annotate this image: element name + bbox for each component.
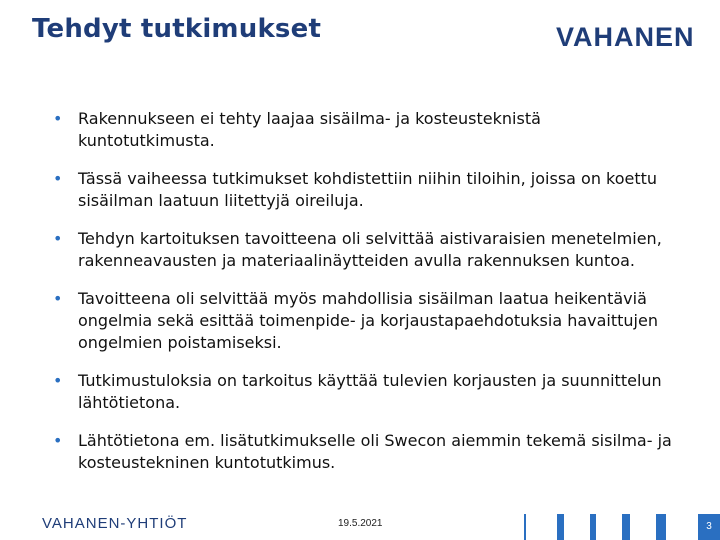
- list-item: [52, 370, 672, 414]
- bullet-text: Tehdyn kartoituksen tavoitteena oli selvittää aistivaraisien menetelmien, rakenneavausten ja materiaalinäytteiden avulla rakennuksen kuntoa.: [78, 229, 662, 270]
- footer-logo: VAHANEN-YHTIÖT: [42, 515, 188, 532]
- list-item: [52, 288, 672, 354]
- footer-date: 19.5.2021: [338, 518, 383, 529]
- list-item: [52, 108, 672, 152]
- bullet-list: [52, 108, 672, 490]
- bullet-text: Tutkimustuloksia on tarkoitus käyttää tulevien korjausten ja suunnittelun lähtötietona.: [78, 371, 662, 412]
- list-item: [52, 430, 672, 474]
- bullet-icon: •: [53, 169, 63, 188]
- bullet-icon: •: [53, 229, 63, 248]
- list-item: [52, 168, 672, 212]
- footer-bar: [622, 514, 630, 540]
- bullet-text: Rakennukseen ei tehty laajaa sisäilma- ja kosteusteknistä kuntotutkimusta.: [78, 109, 541, 150]
- bullet-icon: •: [53, 431, 63, 450]
- footer-bar: [524, 514, 526, 540]
- bullet-text: Lähtötietona em. lisätutkimukselle oli Swecon aiemmin tekemä sisilma- ja kosteustekninen kuntotutkimus.: [78, 431, 672, 472]
- page-number: 3: [698, 514, 720, 540]
- vahanen-logo: VAHANEN: [556, 22, 695, 52]
- bullet-text: Tavoitteena oli selvittää myös mahdollisia sisäilman laatua heikentäviä ongelmia sekä esittää toimenpide- ja korjaustapaehdotuksia havaittujen ongelmien poistamiseksi.: [78, 289, 658, 352]
- footer-bar: [557, 514, 564, 540]
- bullet-icon: •: [53, 109, 63, 128]
- bullet-icon: •: [53, 289, 63, 308]
- bullet-text: Tässä vaiheessa tutkimukset kohdistettiin niihin tiloihin, joissa on koettu sisäilman laatuun liitettyjä oireiluja.: [78, 169, 658, 210]
- slide-title: Tehdyt tutkimukset: [32, 14, 322, 44]
- list-item: [52, 228, 672, 272]
- footer-bar: [656, 514, 666, 540]
- bullet-icon: •: [53, 371, 63, 390]
- footer-bar: [590, 514, 596, 540]
